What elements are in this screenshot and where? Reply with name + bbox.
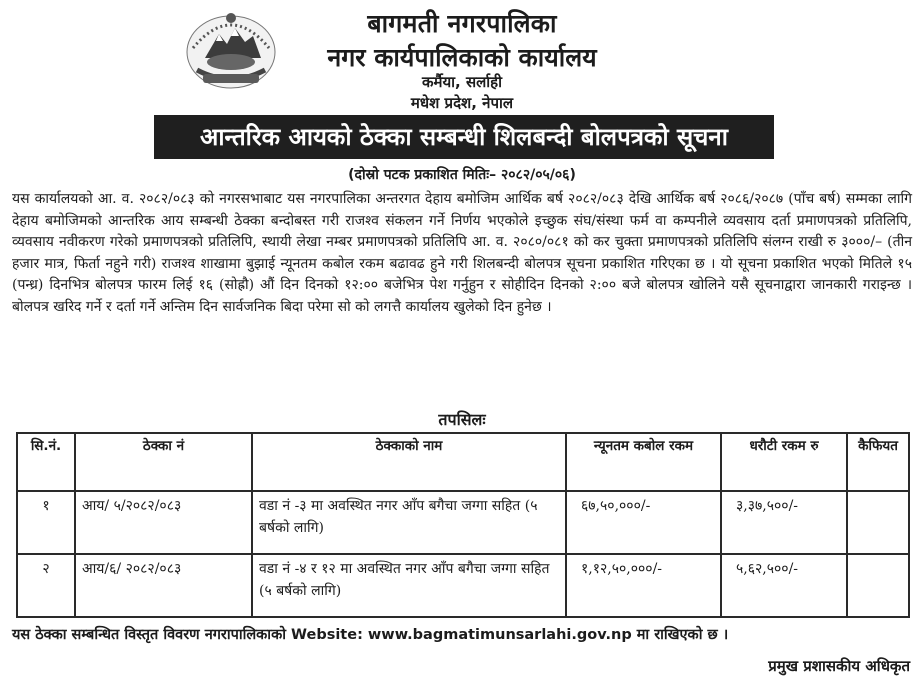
cell-remarks xyxy=(847,491,909,554)
cell-remarks xyxy=(847,554,909,617)
table-row xyxy=(17,554,909,617)
contract-table xyxy=(16,432,910,618)
cell-contract-no: आय/६/ २०८२/०८३ xyxy=(75,554,252,617)
office-name: नगर कार्यपालिकाको कार्यालय xyxy=(327,43,597,72)
cell-deposit: ३,३७,५००/- xyxy=(721,491,847,554)
schedule-title: तपसिलः xyxy=(438,410,486,429)
notice-title: आन्तरिक आयको ठेक्का सम्बन्धी शिलबन्दी बोलपत्रको सूचना xyxy=(154,115,774,159)
table-header-row xyxy=(17,433,909,491)
notice-body: यस कार्यालयको आ. व. २०८२/०८३ को नगरसभाबाट यस नगरपालिका अन्तरगत देहाय बमोजिम आर्थिक बर्ष २०८२/०८३ देखि आर्थिक बर्ष २०८६/२०८७ (पाँच बर्ष) सम्मका लागि देहाय बमोजिमको आन्तरिक आय सम्बन्धी ठेक्का बन्दोबस्त गरी राजश्व संकलन गर्ने निर्णय भएकोले इच्छुक संघ/संस्था फर्म वा कम्पनीले व्यवसाय दर्ता प्रमाणपत्रको प्रतिलिपि, व्यवसाय नवीकरण गरेको प्रमाणपत्रको प्रतिलिपि, स्थायी लेखा नम्बर प्रमाणपत्रको प्रतिलिपि आ. व. २०८०/०८१ को कर चुक्ता प्रमाणपत्रको प्रतिलिपि संलग्न राखी रु ३०००/– (तीन हजार मात्र, फिर्ता नहुने गरी) राजश्व शाखामा बुझाई न्यूनतम कबोल रकम बढावढ हुने गरी शिलबन्दी बोलपत्र सूचना प्रकाशित गरिएका छ । यो सूचना प्रकाशित भएको मितिले १५ (पन्ध्र) दिनभित्र बोलपत्र फारम लिई १६ (सोह्रौ) औं दिन दिनको १२:०० बजेभित्र पेश गर्नुहुन र सोहीदिन दिनको २:०० बजे बोलपत्र खोलिने यसै सूचनाद्वारा जानकारी गराइन्छ । बोलपत्र खरिद गर्ने र दर्ता गर्ने अन्तिम दिन सार्वजनिक बिदा परेमा सो को लगत्तै कार्यालय खुलेको दिन हुनेछ । xyxy=(12,191,912,315)
cell-deposit: ५,६२,५००/- xyxy=(721,554,847,617)
header-remarks: कैफियत xyxy=(847,433,909,491)
table-row xyxy=(17,491,909,554)
cell-min-bid: ६७,५०,०००/- xyxy=(566,491,721,554)
publication-date: (दोस्रो पटक प्रकाशित मितिः– २०८२/०५/०६) xyxy=(348,167,576,183)
header-contract-name: ठेक्काको नाम xyxy=(252,433,566,491)
website-note: यस ठेक्का सम्बन्धित विस्तृत विवरण नगरापालिकाको Website: www.bagmatimunsarlahi.gov.np मा राखिएको छ । xyxy=(12,627,729,643)
signatory-title: प्रमुख प्रशासकीय अधिकृत xyxy=(768,657,910,675)
header-contract-no: ठेक्का नं xyxy=(75,433,252,491)
office-location: कर्मैया, सर्लाही xyxy=(421,73,503,91)
cell-contract-name: वडा नं -४ र १२ मा अवस्थित नगर आँप बगैचा जग्गा सहित (५ बर्षको लागि) xyxy=(252,554,566,617)
cell-contract-no: आय/ ५/२०८२/०८३ xyxy=(75,491,252,554)
cell-min-bid: १,१२,५०,०००/- xyxy=(566,554,721,617)
cell-sn: १ xyxy=(17,491,75,554)
cell-sn: २ xyxy=(17,554,75,617)
header-sn: सि.नं. xyxy=(17,433,75,491)
header-deposit: धरौटी रकम रु xyxy=(721,433,847,491)
cell-contract-name: वडा नं -३ मा अवस्थित नगर आँप बगैचा जग्गा सहित (५ बर्षको लागि) xyxy=(252,491,566,554)
municipality-name: बागमती नगरपालिका xyxy=(367,9,557,38)
province-country: मधेश प्रदेश, नेपाल xyxy=(410,94,514,112)
header-min-bid: न्यूनतम कबोल रकम xyxy=(566,433,721,491)
